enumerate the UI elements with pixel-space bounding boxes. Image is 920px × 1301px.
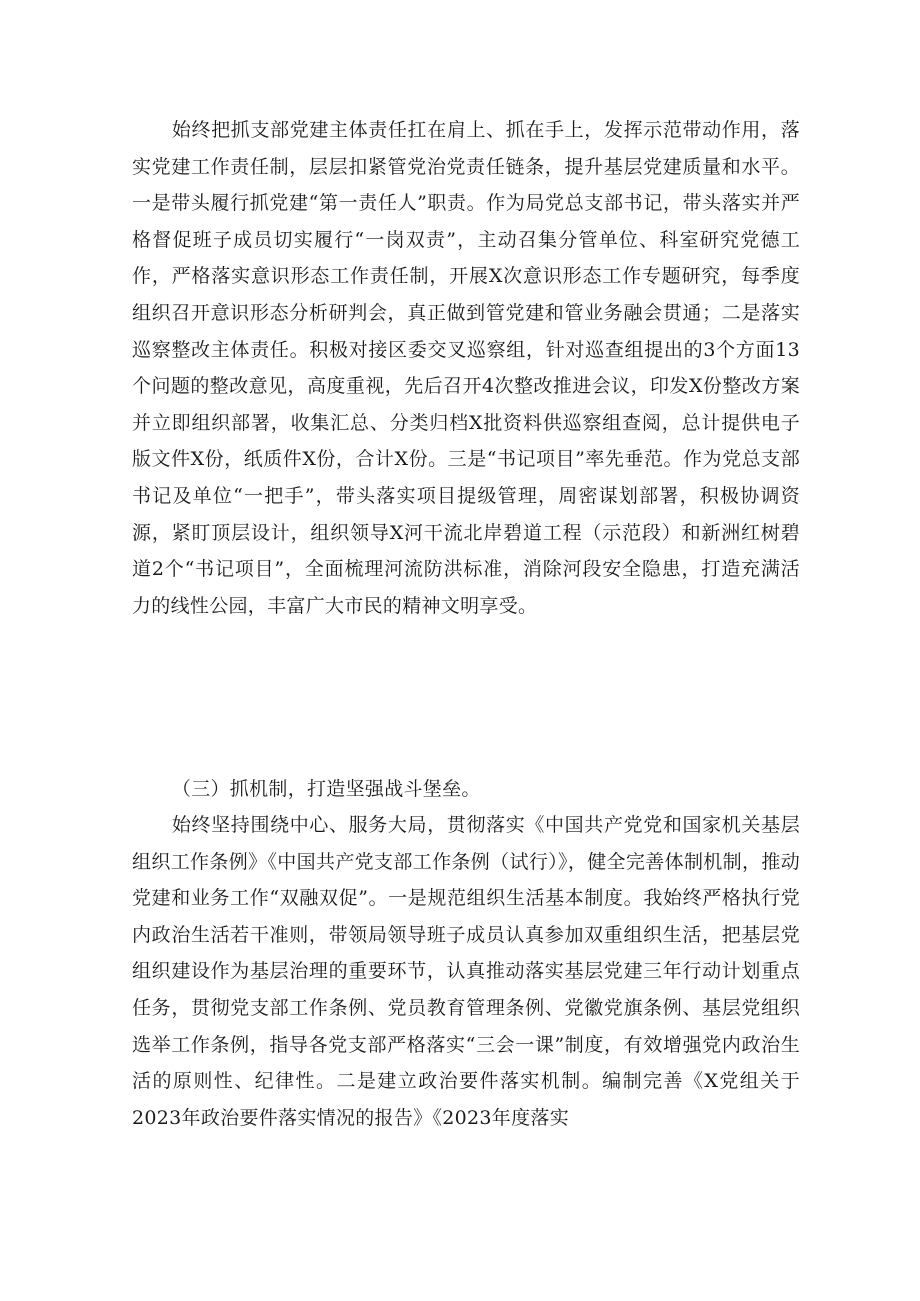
body-paragraph-mechanism: 始终坚持围绕中心、服务大局，贯彻落实《中国共产党党和国家机关基层组织工作条例》《中国共产党支部工作条例（试行）》，健全完善体制机制，推动党建和业务工作“双融双促”。一是规范组织生活基本制度。我始终严格执行党内政治生活若干准则，带领局领导班子成员认真参加双重组织生活，把基层党组织建设作为基层治理的重要环节，认真推动落实基层党建三年行动计划重点任务，贯彻党支部工作条例、党员教育管理条例、党徽党旗条例、基层党组织选举工作条例，指导各党支部严格落实“三会一课”制度，有效增强党内政治生活的原则性、纪律性。二是建立政治要件落实机制。编制完善《X党组关于2023年政治要件落实情况的报告》《2023年度落实 — [132, 814, 800, 1129]
section-heading-mechanism: （三）抓机制，打造坚强战斗堡垒。 — [171, 778, 481, 800]
body-paragraph-party-building-responsibility: 始终把抓支部党建主体责任扛在肩上、抓在手上，发挥示范带动作用，落实党建工作责任制，层层扣紧管党治党责任链条，提升基层党建质量和水平。一是带头履行抓党建“第一责任人”职责。作为局党总支部书记，带头落实并严格督促班子成员切实履行“一岗双责”，主动召集分管单位、科室研究党德工作，严格落实意识形态工作责任制，开展X次意识形态工作专题研究，每季度组织召开意识形态分析研判会，真正做到管党建和管业务融会贯通；二是落实巡察整改主体责任。积极对接区委交叉巡察组，针对巡查组提出的3个方面13个问题的整改意见，高度重视，先后召开4次整改推进会议，印发X份整改方案并立即组织部署，收集汇总、分类归档X批资料供巡察组查阅，总计提供电子版文件X份，纸质件X份，合计X份。三是“书记项目”率先垂范。作为党总支部书记及单位“一把手”，带头落实项目提级管理，周密谋划部署，积极协调资源，紧盯顶层设计，组织领导X河干流北岸碧道工程（示范段）和新洲红树碧道2个“书记项目”，全面梳理河流防洪标准，消除河段安全隐患，打造充满活力的线性公园，丰富广大市民的精神文明享受。 — [132, 119, 800, 617]
